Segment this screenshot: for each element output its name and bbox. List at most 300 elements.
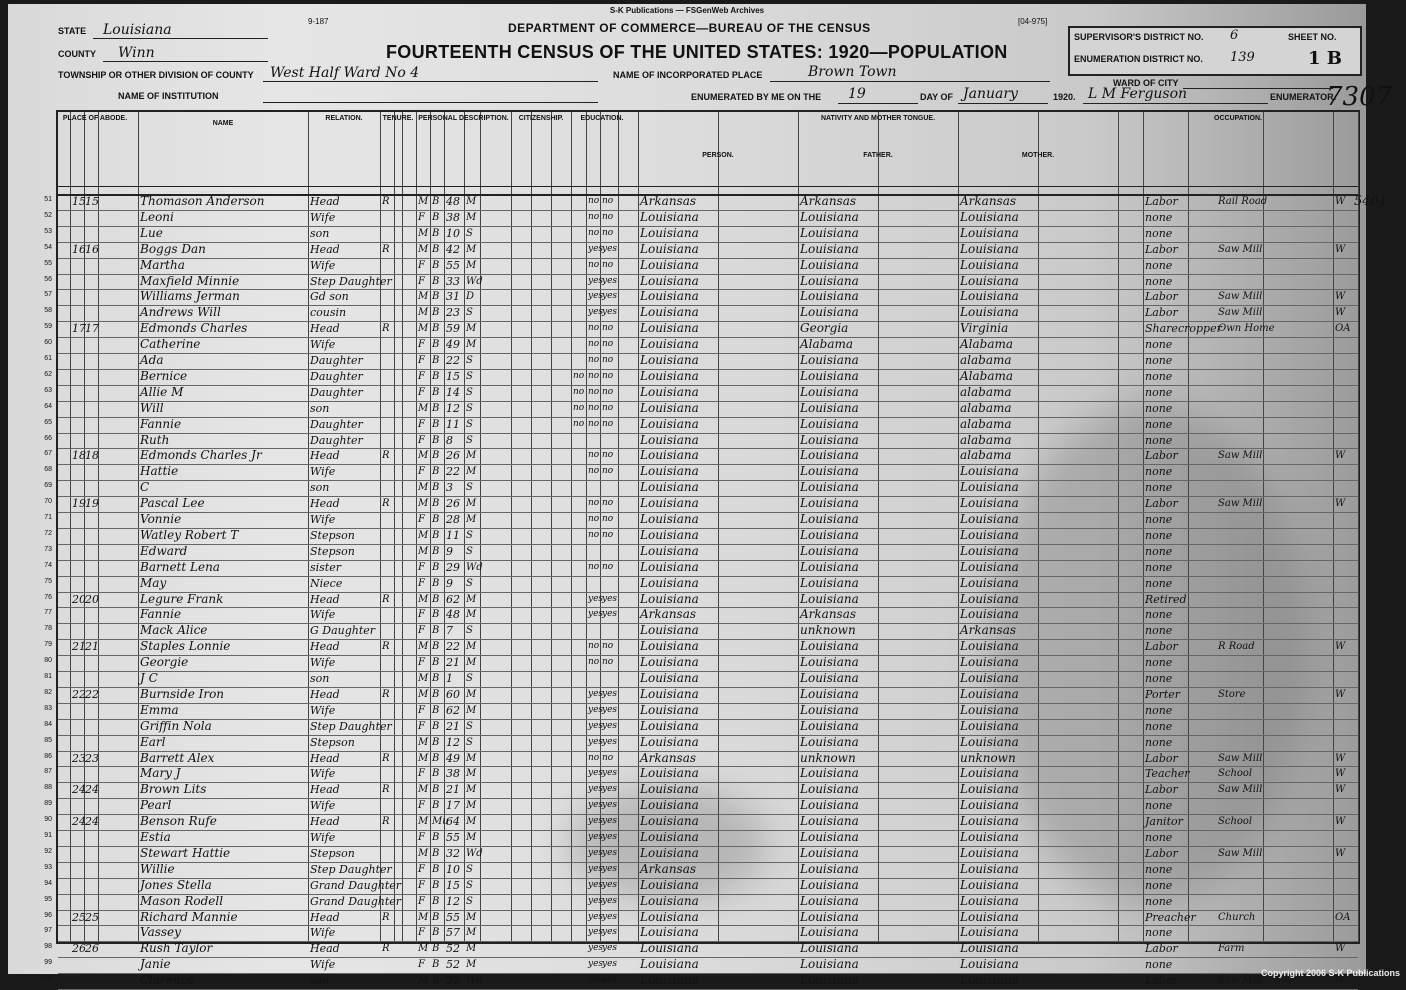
cell-fbp: Louisiana [800, 209, 859, 224]
line-number: 74 [44, 561, 52, 569]
cell-bp: Louisiana [640, 273, 699, 288]
cell-ms: S [466, 418, 473, 430]
cell-sex: F [418, 386, 425, 398]
cell-occ: Labor [1145, 942, 1178, 956]
cell-mbp: Louisiana [960, 225, 1019, 240]
cell-mbp: Louisiana [960, 209, 1019, 224]
cell-ms: M [466, 784, 477, 796]
cell-write: yes [602, 593, 618, 604]
cell-rel: Wife [310, 210, 336, 224]
cell-rel: Niece [310, 576, 343, 590]
cell-write: yes [602, 768, 618, 779]
cell-age: 22 [446, 974, 460, 988]
cell-write: yes [602, 307, 618, 318]
cell-name: Maxfield Minnie [140, 273, 240, 288]
cell-sex: F [418, 863, 425, 875]
cell-fbp: Arkansas [800, 194, 857, 208]
cell-age: 55 [446, 910, 460, 924]
cell-occ: none [1145, 544, 1173, 558]
cell-race: B [432, 355, 440, 366]
cell-sex: M [418, 975, 429, 987]
cell-fbp: Louisiana [800, 225, 859, 240]
district-box [1068, 26, 1362, 76]
cell-bp: Louisiana [640, 464, 699, 479]
cell-sex: F [418, 275, 425, 287]
cell-own: R [382, 752, 390, 764]
cell-bp: Louisiana [640, 305, 699, 320]
cell-ind: R Road [1218, 641, 1255, 653]
cell-fam: 16 [85, 242, 99, 256]
cell-occ: none [1145, 226, 1173, 240]
cell-age: 60 [446, 687, 460, 701]
cell-cls: W [1335, 975, 1346, 987]
cell-occ: Labor [1145, 449, 1178, 463]
cell-ms: M [466, 641, 477, 653]
cell-name: J C [140, 671, 158, 685]
cell-ms: M [466, 943, 477, 955]
cell-read: yes [588, 816, 604, 827]
line-number: 75 [44, 577, 52, 585]
cell-ms: M [466, 816, 477, 828]
cell-mbp: Louisiana [960, 957, 1019, 972]
enumerator-value: L M Ferguson [1088, 86, 1188, 102]
cell-ind: Saw Mill [1218, 291, 1263, 303]
cell-fbp: Louisiana [800, 448, 859, 463]
cell-occ: Labor [1145, 783, 1178, 797]
cell-race: B [432, 386, 440, 398]
cell-own: R [382, 323, 390, 335]
cell-mbp: Arkansas [960, 623, 1017, 638]
cell-bp: Louisiana [640, 225, 699, 240]
cell-dw: 20 [72, 592, 86, 606]
cell-occ: none [1145, 926, 1173, 940]
cell-own: R [382, 450, 390, 462]
cell-ms: M [466, 323, 477, 335]
cell-sex: F [418, 259, 425, 271]
cell-sex: M [418, 450, 429, 462]
line-number: 64 [44, 402, 52, 410]
cell-age: 21 [446, 719, 460, 733]
cell-cls: W [1335, 498, 1346, 510]
cell-ind: School [1218, 768, 1253, 780]
line-number: 96 [44, 911, 52, 919]
section-education: EDUCATION. [580, 115, 624, 122]
cell-fbp: Louisiana [800, 845, 859, 860]
cell-age: 42 [446, 242, 460, 256]
cell-occ: none [1145, 528, 1173, 542]
cell-occ: Labor [1145, 497, 1178, 511]
cell-school: no [573, 386, 585, 397]
state-line [93, 38, 268, 39]
cell-fbp: Louisiana [800, 671, 859, 685]
cell-mbp: Louisiana [960, 559, 1019, 574]
cell-age: 26 [446, 449, 460, 463]
cell-cls: W [1335, 291, 1346, 303]
cell-sex: F [418, 466, 425, 478]
cell-age: 7 [446, 624, 453, 638]
cell-name: Thomason Anderson [140, 194, 265, 208]
cell-dw: 23 [72, 751, 86, 765]
cell-age: 14 [446, 385, 460, 399]
cell-cls: W [1335, 752, 1346, 764]
cell-sex: F [418, 211, 425, 223]
cell-occ: Sharecropper [1145, 322, 1222, 336]
cell-write: no [602, 386, 614, 397]
cell-sex: F [418, 704, 425, 716]
line-number: 97 [44, 927, 52, 935]
cell-race: B [432, 609, 440, 621]
cell-name: Catherine [140, 337, 201, 352]
cell-race: B [432, 450, 440, 462]
line-number: 76 [44, 593, 52, 601]
cell-fbp: Louisiana [800, 814, 859, 829]
cell-bp: Louisiana [640, 480, 699, 495]
cell-own: R [382, 593, 390, 605]
cell-sex: F [418, 959, 425, 971]
cell-sex: M [418, 641, 429, 653]
cell-mbp: Louisiana [960, 496, 1019, 511]
cell-fam: 20 [85, 592, 99, 606]
cell-mbp: alabama [960, 400, 1012, 415]
cell-rel: son [310, 672, 330, 685]
cell-occ: Labor [1145, 640, 1178, 654]
cell-occ: none [1145, 210, 1173, 224]
line-number: 89 [44, 800, 52, 808]
cell-sex: F [418, 561, 425, 573]
cell-read: yes [588, 911, 604, 922]
cell-school: no [573, 370, 585, 381]
cell-ms: M [466, 927, 477, 939]
cell-bp: Louisiana [640, 702, 699, 717]
cell-fbp: Louisiana [800, 289, 859, 304]
cell-fbp: Louisiana [800, 702, 859, 717]
cell-cls: W [1335, 768, 1346, 780]
cell-fbp: Louisiana [800, 877, 859, 892]
cell-fbp: unknown [800, 623, 856, 638]
cell-sex: F [418, 370, 425, 382]
cell-sex: F [418, 720, 425, 732]
cell-mbp: Louisiana [960, 575, 1019, 590]
line-number: 71 [44, 514, 52, 521]
cell-name: Mason Rodell [140, 893, 224, 908]
cell-race: B [432, 832, 440, 843]
cell-race: B [432, 243, 440, 255]
line-number: 88 [44, 784, 52, 792]
cell-write: no [602, 450, 614, 461]
cell-mbp: Louisiana [960, 655, 1019, 670]
cell-fbp: Louisiana [800, 782, 859, 797]
state-label: STATE [58, 26, 87, 36]
cell-dw: 15 [72, 195, 86, 208]
cell-name: Williams Jerman [140, 289, 240, 304]
cell-occ: none [1145, 862, 1173, 876]
line-number: 77 [44, 609, 52, 617]
cell-fbp: Louisiana [800, 384, 859, 399]
cell-bp: Arkansas [640, 861, 697, 876]
cell-fbp: Louisiana [800, 400, 859, 415]
cell-write: no [602, 561, 614, 572]
cell-write: yes [602, 816, 618, 827]
cell-rel: Head [310, 195, 340, 208]
cell-cls: OA [1335, 911, 1351, 923]
cell-rel: son [310, 974, 330, 988]
cell-bp: Louisiana [640, 957, 699, 972]
cell-bp: Louisiana [640, 368, 699, 383]
cell-read: yes [588, 927, 604, 938]
cell-rel: Head [310, 640, 340, 654]
stamp-number: 5401 [1354, 194, 1388, 209]
cell-rel: Head [310, 592, 340, 606]
cell-race: B [432, 720, 440, 732]
cell-rel: Step Daughter [310, 274, 392, 288]
line-number: 81 [44, 673, 52, 680]
cell-occ: none [1145, 274, 1173, 288]
cell-read: yes [588, 704, 604, 715]
cell-occ: Janitor [1145, 815, 1183, 829]
cell-bp: Louisiana [640, 209, 699, 224]
cell-name: Martha [140, 257, 185, 272]
cell-race: B [432, 498, 440, 510]
cell-read: no [588, 752, 600, 763]
cell-bp: Louisiana [640, 527, 699, 542]
cell-race: B [432, 211, 440, 223]
cell-bp: Arkansas [640, 194, 697, 208]
publisher-line: S-K Publications — FSGenWeb Archives [609, 6, 765, 15]
cell-race: B [432, 259, 440, 271]
line-number: 54 [44, 243, 52, 251]
cell-fbp: Louisiana [800, 861, 859, 876]
cell-rel: Wife [310, 799, 336, 813]
cell-ind: Saw Mill [1218, 450, 1263, 462]
cell-sex: F [418, 355, 425, 366]
cell-name: Fannie [140, 607, 182, 622]
cell-age: 12 [446, 894, 460, 908]
cell-age: 22 [446, 465, 460, 479]
cell-mbp: Louisiana [960, 845, 1019, 860]
cell-sex: M [418, 816, 429, 828]
cell-name: Allie M [140, 384, 184, 399]
cell-ind: Saw Mill [1218, 752, 1263, 764]
cell-bp: Louisiana [640, 321, 699, 336]
cell-write: yes [602, 879, 618, 890]
cell-bp: Louisiana [640, 941, 699, 956]
cell-mbp: unknown [960, 750, 1016, 765]
cell-sex: M [418, 847, 429, 859]
cell-read: yes [588, 307, 604, 318]
cell-bp: Louisiana [640, 877, 699, 892]
cell-sex: M [418, 943, 429, 955]
cell-age: 12 [446, 735, 460, 749]
cell-age: 9 [446, 576, 453, 590]
cell-ms: S [466, 545, 473, 557]
cell-mbp: Arkansas [960, 194, 1017, 208]
cell-age: 11 [446, 528, 460, 542]
cell-ms: M [466, 657, 477, 669]
cell-rel: Step Daughter [310, 862, 392, 876]
cell-ms: D [466, 291, 475, 303]
cell-ms: M [466, 339, 477, 351]
cell-dw: 19 [72, 497, 86, 511]
cell-write: no [602, 259, 614, 270]
cell-bp: Louisiana [640, 416, 699, 431]
cell-read: no [588, 227, 600, 238]
cell-name: Lue [140, 225, 163, 240]
cell-read: no [588, 466, 600, 477]
cell-write: no [602, 227, 614, 238]
cell-name: Bernice [140, 368, 188, 383]
cell-sex: F [418, 434, 425, 446]
cell-mbp: Louisiana [960, 941, 1019, 956]
margin-number: 7307 [1326, 82, 1393, 112]
cell-occ: none [1145, 258, 1173, 272]
cell-ms: S [466, 355, 473, 366]
cell-fbp: Louisiana [800, 559, 859, 574]
cell-age: 23 [446, 306, 460, 320]
cell-mbp: Louisiana [960, 289, 1019, 304]
sheet-value: 1 B [1308, 48, 1343, 69]
cell-mbp: Louisiana [960, 702, 1019, 717]
cell-fbp: Louisiana [800, 241, 859, 256]
cell-read: yes [588, 768, 604, 779]
cell-write: yes [602, 959, 618, 970]
cell-bp: Louisiana [640, 766, 699, 781]
cell-rel: Wife [310, 338, 336, 352]
cell-name: Edmonds Charles Jr [140, 448, 262, 463]
cell-mbp: Alabama [960, 368, 1014, 383]
cell-age: 10 [446, 226, 460, 240]
cell-mbp: Louisiana [960, 512, 1019, 526]
cell-dw: 21 [72, 640, 86, 654]
cell-bp: Louisiana [640, 241, 699, 256]
line-number: 62 [44, 370, 52, 378]
cell-ind: Church [1218, 911, 1256, 923]
cell-age: 38 [446, 767, 460, 781]
cell-mbp: Louisiana [960, 782, 1019, 797]
cell-mbp: Louisiana [960, 257, 1019, 272]
cell-bp: Louisiana [640, 384, 699, 399]
cell-rel: Grand Daughter [310, 878, 402, 892]
cell-name: Fannie [140, 416, 182, 431]
cell-mbp: Louisiana [960, 527, 1019, 542]
cell-fam: 23 [85, 751, 99, 765]
cell-fam: 26 [85, 942, 99, 956]
cell-age: 62 [446, 703, 460, 717]
cell-occ: none [1145, 735, 1173, 749]
cell-ms: M [466, 593, 477, 605]
cell-fbp: Louisiana [800, 973, 859, 988]
line-number: 98 [44, 943, 52, 951]
cell-ms: Wd [466, 561, 483, 573]
cell-mbp: Louisiana [960, 305, 1019, 320]
cell-bp: Louisiana [640, 718, 699, 733]
cell-cls: W [1335, 943, 1346, 955]
cell-bp: Louisiana [640, 623, 699, 638]
cell-fbp: Arkansas [800, 607, 857, 622]
cell-own: R [382, 816, 390, 828]
cell-age: 21 [446, 783, 460, 797]
cell-mbp: Louisiana [960, 893, 1019, 908]
cell-name: Janie [140, 957, 171, 972]
cell-occ: Labor [1145, 751, 1178, 765]
cell-write: no [602, 370, 614, 381]
cell-race: B [432, 577, 440, 589]
cell-age: 12 [446, 401, 460, 415]
cell-rel: Wife [310, 958, 336, 972]
cell-name: Jones Stella [140, 877, 212, 892]
cell-read: yes [588, 959, 604, 970]
cell-bp: Louisiana [640, 893, 699, 908]
cell-age: 62 [446, 592, 460, 606]
line-number: 72 [44, 529, 52, 537]
cell-school: no [573, 402, 585, 413]
cell-ms: S [466, 625, 473, 637]
line-number: 87 [44, 768, 52, 776]
cell-mbp: Louisiana [960, 734, 1019, 749]
cell-rel: Wife [310, 767, 336, 781]
line-number: 79 [44, 641, 52, 649]
cell-ms: S [466, 227, 473, 239]
form-code: [04-975] [1018, 17, 1048, 26]
cell-ind: School [1218, 816, 1253, 828]
cell-rel: Wife [310, 258, 336, 272]
cell-ms: S [466, 386, 473, 398]
cell-sex: F [418, 895, 425, 907]
cell-read: no [588, 386, 600, 397]
cell-dw: 24 [72, 783, 86, 797]
cell-sex: M [418, 673, 429, 684]
cell-rel: Wife [310, 608, 336, 622]
cell-name: Edward [140, 543, 188, 558]
line-number: 80 [44, 657, 52, 665]
cell-occ: none [1145, 672, 1173, 685]
cell-write: yes [602, 688, 618, 699]
cell-rel: Gd son [310, 290, 349, 304]
cell-write: no [602, 514, 614, 524]
cell-sex: M [418, 529, 429, 541]
incorporated-place-line [770, 81, 1050, 82]
day-line [838, 103, 918, 104]
cell-race: Mu [432, 816, 449, 828]
cell-write: no [602, 211, 614, 222]
cell-name: May [140, 575, 167, 590]
cell-read: no [588, 641, 600, 652]
copyright: Copyright 2006 S-K Publications [1260, 968, 1400, 978]
cell-own: R [382, 688, 390, 700]
cell-read: yes [588, 895, 604, 906]
cell-ms: S [466, 879, 473, 891]
line-number: 86 [44, 752, 52, 760]
year-label: 1920. [1053, 92, 1076, 102]
cell-sex: M [418, 911, 429, 923]
cell-fbp: Louisiana [800, 257, 859, 272]
cell-mbp: Louisiana [960, 273, 1019, 288]
cell-race: B [432, 323, 440, 335]
cell-age: 8 [446, 433, 453, 447]
cell-fbp: Louisiana [800, 416, 859, 431]
cell-age: 49 [446, 751, 460, 765]
cell-read: yes [588, 275, 604, 286]
section-person: PERSON. [702, 152, 734, 159]
cell-name: Vonnie [140, 512, 182, 526]
cell-occ: none [1145, 465, 1173, 479]
month-line [958, 103, 1048, 104]
cell-rel: Step Daughter [310, 719, 392, 733]
cell-ms: S [466, 673, 473, 684]
section-father: FATHER. [863, 152, 893, 159]
cell-write: yes [602, 275, 618, 286]
cell-age: 33 [446, 274, 460, 288]
cell-cls: W [1335, 307, 1346, 319]
